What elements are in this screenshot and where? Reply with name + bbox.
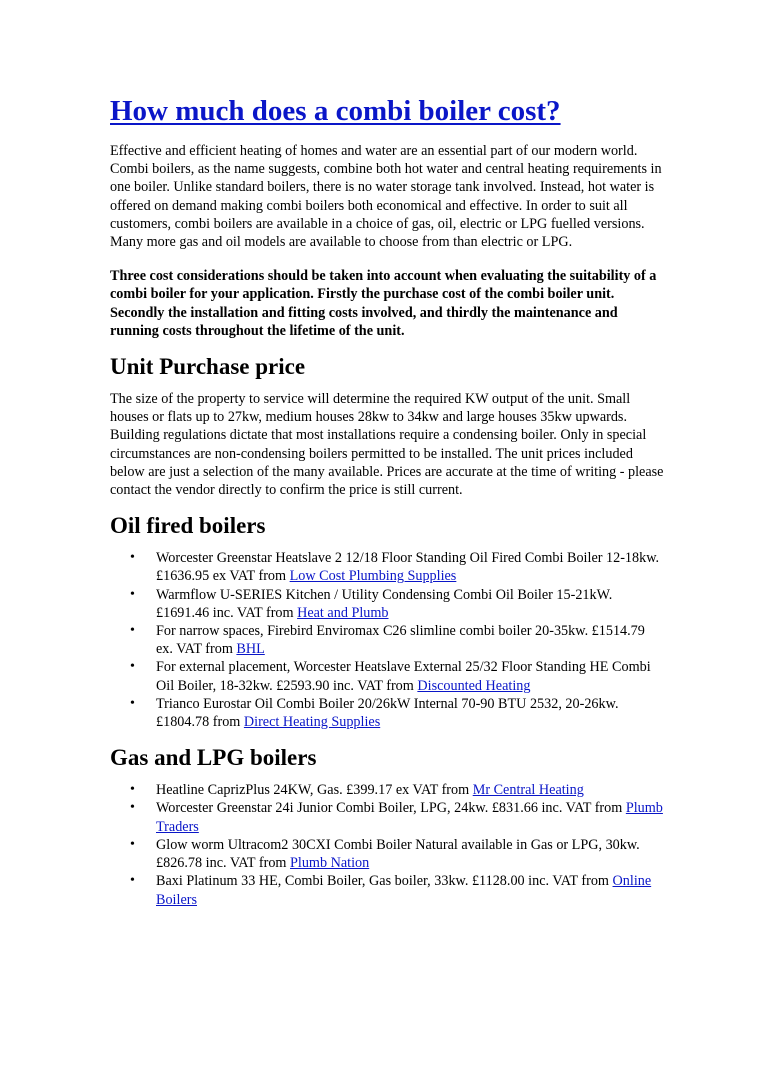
list-item: • For external placement, Worcester Heatslave External 25/32 Floor Standing HE Combi Oil Boiler, 18-32kw. £2593.90 inc. VAT from Discounted Heating (130, 659, 651, 694)
list-item: • Heatline CaprizPlus 24KW, Gas. £399.17 ex VAT from Mr Central Heating (130, 782, 584, 799)
oil-boilers-list (110, 549, 665, 731)
list-item: • Baxi Platinum 33 HE, Combi Boiler, Gas boiler, 33kw. £1128.00 inc. VAT from Online Boilers (130, 873, 652, 908)
unit-price-paragraph: The size of the property to service will determine the required KW output of the unit. Small houses or flats up to 27kw, medium houses 28kw to 34kw and large houses 35kw upwards. Building regulations dictate that most installations require a condensing boiler. Only in special circumstances are non-condensing boilers permitted to be installed. The unit prices included below are just a selection of the many available. Prices are accurate at the time of writing - please contact the vendor directly to confirm the price is still current. (110, 391, 664, 499)
bullet-icon: • (130, 782, 135, 798)
bullet-icon: • (130, 550, 135, 566)
vendor-link[interactable]: Mr Central Heating (472, 782, 584, 799)
list-item: • For narrow spaces, Firebird Enviromax C26 slimline combi boiler 20-35kw. £1514.79 ex. VAT from BHL (130, 623, 645, 658)
bullet-icon: • (130, 695, 135, 711)
gas-boilers-list (110, 781, 665, 908)
bullet-icon: • (130, 586, 135, 602)
list-item: • Warmflow U-SERIES Kitchen / Utility Condensing Combi Oil Boiler 15-21kW. £1691.46 inc. VAT from Heat and Plumb (130, 586, 613, 621)
unit-price-heading: Unit Purchase price (110, 354, 306, 380)
bullet-icon: • (130, 873, 135, 889)
vendor-link[interactable]: Plumb Nation (290, 855, 370, 872)
vendor-link[interactable]: Direct Heating Supplies (243, 714, 381, 731)
bullet-icon: • (130, 836, 135, 852)
intro-paragraph: Effective and efficient heating of homes and water are an essential part of our modern world. Combi boilers, as the name suggests, combine both hot water and central heating requirements in one boiler. Unlike standard boilers, there is no water storage tank involved. Instead, hot water is offered on demand making combi boilers both economical and effective. In order to suit all customers, combi boilers are available in a choice of gas, oil, electric or LPG fuelled versions. Many more gas and oil models are available to choose from than electric or LPG. (110, 143, 662, 251)
list-item: • Glow worm Ultracom2 30CXI Combi Boiler Natural available in Gas or LPG, 30kw. £826.78 inc. VAT from Plumb Nation (130, 836, 640, 872)
oil-boilers-heading: Oil fired boilers (110, 513, 266, 539)
list-item: • Worcester Greenstar Heatslave 2 12/18 Floor Standing Oil Fired Combi Boiler 12-18kw. £1636.95 ex VAT from Low Cost Plumbing Supplies (130, 550, 660, 585)
gas-boilers-heading: Gas and LPG boilers (110, 745, 317, 771)
list-item: • Trianco Eurostar Oil Combi Boiler 20/26kW Internal 70-90 BTU 2532, 20-26kw. £1804.78 from Direct Heating Supplies (130, 695, 619, 731)
vendor-link[interactable]: Online Boilers (156, 873, 652, 908)
list-item: • Worcester Greenstar 24i Junior Combi Boiler, LPG, 24kw. £831.66 inc. VAT from Plumb Traders (130, 800, 663, 835)
bullet-icon: • (130, 800, 135, 816)
document-page (110, 92, 665, 909)
considerations-paragraph: Three cost considerations should be taken into account when evaluating the suitability of a combi boiler for your application. Firstly the purchase cost of the combi boiler unit. Secondly the installation and fitting costs involved, and thirdly the maintenance and running costs throughout the lifetime of the unit. (110, 268, 657, 339)
page-title: How much does a combi boiler cost? (110, 95, 561, 127)
vendor-link[interactable]: Discounted Heating (417, 677, 531, 694)
vendor-link[interactable]: Low Cost Plumbing Supplies (289, 568, 457, 585)
vendor-link[interactable]: BHL (236, 641, 265, 658)
vendor-link[interactable]: Plumb Traders (156, 800, 663, 835)
bullet-icon: • (130, 659, 135, 675)
bullet-icon: • (130, 623, 135, 639)
vendor-link[interactable]: Heat and Plumb (297, 604, 389, 621)
